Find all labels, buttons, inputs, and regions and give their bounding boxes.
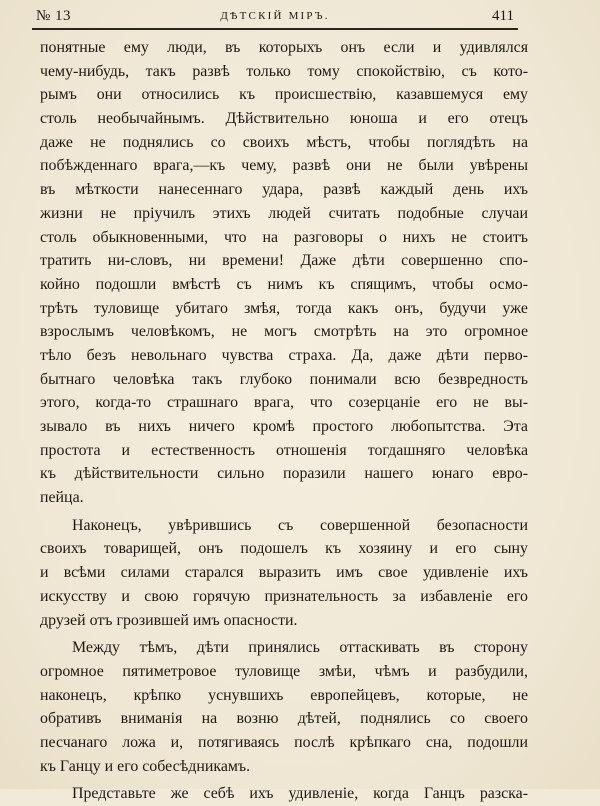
text-line: даже не поднялись со своихъ мѣстъ, чтобы поглядѣть на (40, 133, 528, 151)
text-line: пейца. (40, 489, 84, 507)
text-line: тратить ни-словъ, ни времени! Даже дѣти совершенно спо- (40, 252, 528, 270)
text-line: песчанаго ложа и, потягиваясь послѣ крѣпкаго сна, подошли (40, 733, 528, 751)
running-header (36, 4, 514, 28)
text-line: этого, когда-то страшнаго врага, что созерцаніе его не вы- (40, 394, 528, 412)
issue-number: № 13 (36, 8, 72, 24)
text-line: къ Ганцу и его собесѣдникамъ. (40, 757, 251, 775)
paragraph-2 (40, 514, 528, 632)
text-line: обративъ вниманія на возню дѣтей, поднялись со своего (40, 710, 528, 728)
paragraph-3 (40, 636, 528, 778)
text-line: и всѣми силами старался выразить имъ свое удивленіе ихъ (40, 564, 528, 582)
page-number: 411 (492, 8, 514, 24)
paragraph-1 (40, 36, 528, 510)
text-line: къ дѣйствительности сильно поразили нашего юнаго евро- (40, 465, 528, 483)
text-line: огромное пятиметровое туловище змѣи, чѣмъ и разбудили, (40, 662, 528, 680)
text-line: Наконецъ, увѣрившись съ совершенной безопасности (72, 516, 528, 534)
text-line: простота и естественность отношенія тогдашняго человѣка (40, 441, 528, 459)
text-line: искусству и свою горячую признательность за избавленіе его (40, 587, 528, 605)
header-rule (32, 28, 518, 30)
text-line: друзей отъ грозившей имъ опасности. (40, 611, 298, 629)
text-line: Представьте же себѣ ихъ удивленіе, когда Ганцъ разска- (72, 785, 528, 803)
text-line: столь обыкновенными, что на разговоры о нихъ не стоитъ (40, 228, 528, 246)
text-line: трѣть туловище убитаго змѣя, тогда какъ онъ, будучи уже (40, 299, 528, 317)
text-line: койно подошли вмѣстѣ съ нимъ къ спящимъ, чтобы осмо- (40, 275, 528, 293)
text-line: бытнаго человѣка такъ глубоко понимали всю безвредность (40, 370, 528, 388)
text-line: Между тѣмъ, дѣти принялись оттаскивать въ сторону (72, 639, 528, 657)
body-text (40, 36, 528, 806)
text-line: столь необычайнымъ. Дѣйствительно юноша и его отецъ (40, 110, 528, 128)
text-line: взрослымъ человѣкомъ, не могъ смотрѣть на это огромное (40, 323, 528, 341)
paragraph-4 (40, 782, 528, 806)
text-line: жизни не пріучилъ этихъ людей считать подобные случаи (40, 204, 528, 222)
text-line: зывало въ нихъ ничего кромѣ простого любопытства. Эта (40, 418, 528, 435)
text-line: наконецъ, крѣпко уснувшихъ европейцевъ, которые, не (40, 686, 528, 704)
text-line: чему-нибудь, такъ развѣ только тому спокойствію, съ кото- (40, 62, 528, 80)
text-line: тѣло безъ невольнаго чувства страха. Да, даже дѣти перво- (40, 346, 528, 364)
text-line: побѣжденнаго врага,—къ чему, развѣ они не были увѣрены (40, 157, 528, 175)
text-line: въ мѣткости нанесеннаго удара, развѣ каждый день ихъ (40, 181, 528, 199)
text-line: понятные ему люди, въ которыхъ онъ если и удивлялся (40, 39, 528, 56)
journal-title: ДѢТСКІЙ МІРЪ. (220, 10, 330, 22)
text-line: своихъ товарищей, онъ подошелъ къ хозяину и его сыну (40, 540, 528, 558)
text-line: рымъ они относились къ происшествію, казавшемуся ему (40, 86, 528, 104)
